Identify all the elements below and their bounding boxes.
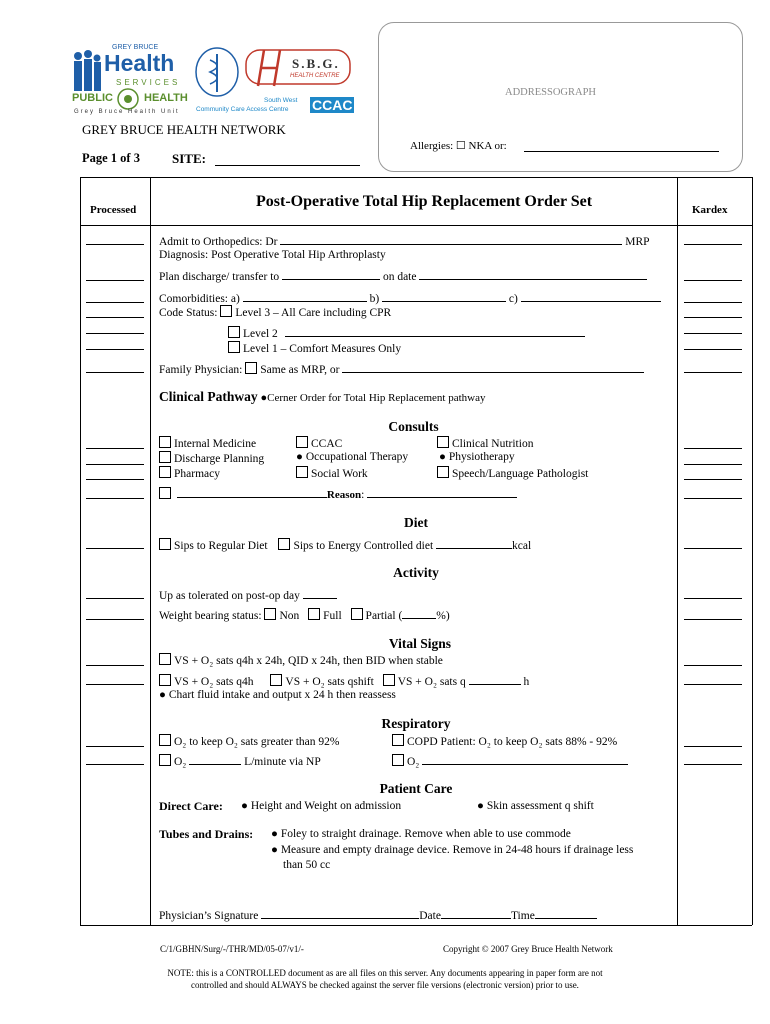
diet-heading: Diet [404, 515, 428, 530]
vs-q-label: VS + O₂ sats q [397, 676, 466, 688]
direct-care-label: Direct Care: [159, 799, 223, 813]
sips-energy-checkbox[interactable] [278, 538, 290, 550]
kardex-blank[interactable] [684, 349, 742, 350]
time-label: Time [510, 910, 535, 922]
activity-heading: Activity [393, 565, 439, 580]
kardex-blank[interactable] [684, 317, 742, 318]
physiotherapy-label: ● Physiotherapy [439, 451, 515, 463]
tubes-drains-colon: : [249, 829, 254, 841]
date-field[interactable] [441, 907, 511, 919]
full-checkbox[interactable] [308, 608, 320, 620]
ccac-logo [196, 97, 356, 117]
public-health-right-text: HEALTH [144, 92, 188, 104]
addressograph-label: ADDRESSOGRAPH [505, 87, 597, 98]
level1-label: Level 1 – Comfort Measures Only [243, 343, 402, 355]
consult-speech [437, 466, 588, 480]
o2-keep-row [159, 734, 339, 748]
vs-q4h-long-row [159, 653, 443, 667]
copd-label: COPD Patient: O₂ to keep O₂ sats 88% - 92% [407, 736, 618, 748]
reason-colon: : [361, 489, 365, 501]
diet-row [159, 537, 531, 552]
o2-keep-checkbox[interactable] [159, 734, 171, 746]
o2-keep-label: O₂ to keep O₂ sats greater than 92% [174, 736, 340, 748]
processed-blank[interactable] [86, 372, 144, 373]
kardex-blank[interactable] [684, 479, 742, 480]
sbg-health-centre-logo [244, 48, 356, 88]
date-label: Date [419, 910, 441, 922]
vs-q4h-checkbox[interactable] [159, 674, 171, 686]
public-health-left-text: PUBLIC [72, 92, 113, 104]
copd-checkbox[interactable] [392, 734, 404, 746]
respiratory-heading: Respiratory [381, 716, 451, 731]
kardex-column-divider [677, 177, 678, 925]
family-physician-label: Family Physician: [159, 364, 243, 376]
percent-label: %) [436, 610, 450, 622]
o2-other-checkbox[interactable] [392, 754, 404, 766]
processed-header: Processed [90, 204, 137, 216]
caduceus-seal-icon [194, 46, 240, 98]
processed-blank[interactable] [86, 619, 144, 620]
sips-regular-checkbox[interactable] [159, 538, 171, 550]
processed-blank[interactable] [86, 764, 144, 765]
reason-field[interactable] [367, 486, 517, 498]
public-health-logo [72, 88, 192, 120]
consult-internal-medicine [159, 436, 256, 450]
consult-ccac [296, 436, 342, 450]
social-work-label: Social Work [311, 468, 368, 480]
o2-lmin-o2-label: O₂ [174, 756, 187, 768]
discharge-date-field[interactable] [419, 268, 647, 280]
kardex-blank[interactable] [684, 448, 742, 449]
consult-other-row [159, 486, 517, 501]
table-right-border [752, 177, 753, 925]
level3-checkbox[interactable] [220, 305, 232, 317]
table-top-border [80, 177, 752, 178]
vs-q4h-label: VS + O₂ sats q4h [174, 676, 254, 688]
speech-checkbox[interactable] [437, 466, 449, 478]
vs-options-row [159, 673, 529, 688]
kcal-field[interactable] [436, 537, 512, 549]
family-physician-row [159, 361, 644, 376]
sbg-name-text: S.B.G. [292, 56, 340, 71]
kardex-blank[interactable] [684, 665, 742, 666]
plan-discharge-label: Plan discharge/ transfer to [159, 271, 280, 283]
table-header-border [80, 225, 752, 226]
ccac-label: CCAC [311, 438, 343, 450]
processed-blank[interactable] [86, 548, 144, 549]
allergies-field[interactable] [524, 151, 719, 152]
partial-checkbox[interactable] [351, 608, 363, 620]
copyright-text: Copyright © 2007 Grey Bruce Health Network [443, 944, 613, 954]
level2-row [228, 325, 585, 340]
vs-q-hours-field[interactable] [469, 673, 521, 685]
vs-qshift-label: VS + O₂ sats qshift [285, 676, 374, 688]
consults-heading: Consults [388, 419, 439, 434]
consult-discharge-planning [159, 451, 264, 465]
controlled-note-line2: controlled and should ALWAYS be checked against the server file versions (electronic version) prior to use. [191, 980, 579, 990]
mrp-label: MRP [625, 236, 650, 248]
controlled-note-line1: NOTE: this is a CONTROLLED document as are all files on this server. Any documents appearing in paper form are not [167, 968, 603, 978]
sbg-sub-text: HEALTH CENTRE [290, 73, 340, 79]
post-op-day-field[interactable] [303, 587, 337, 599]
foley-text: ● Foley to straight drainage. Remove when able to use commode [271, 828, 571, 840]
hanover-hospital-seal-logo [194, 46, 240, 98]
kardex-blank[interactable] [684, 746, 742, 747]
table-left-border [80, 177, 81, 925]
discharge-destination-field[interactable] [282, 268, 380, 280]
processed-blank[interactable] [86, 244, 144, 245]
physician-signature-label: Physician’s Signature [159, 910, 259, 922]
level3-label: Level 3 – All Care including CPR [235, 307, 392, 319]
o2-lmin-field[interactable] [189, 753, 241, 765]
occupational-therapy-label: ● Occupational Therapy [296, 451, 409, 463]
comorbidities-c-label: c) [508, 293, 518, 305]
partial-percent-field[interactable] [402, 607, 436, 619]
kardex-blank[interactable] [684, 498, 742, 499]
public-health-emblem-icon [117, 88, 139, 110]
level1-row [228, 341, 401, 355]
vs-qshift-checkbox[interactable] [270, 674, 282, 686]
comorbidity-c-field[interactable] [521, 290, 661, 302]
level1-checkbox[interactable] [228, 341, 240, 353]
kardex-blank[interactable] [684, 684, 742, 685]
ccac-text: CCAC [312, 97, 353, 113]
reason-label: Reason [326, 489, 362, 501]
skin-assessment-text: ● Skin assessment q shift [477, 800, 594, 812]
allergies-label: Allergies: ☐ NKA or: [410, 140, 507, 152]
vs-q4h-long-label: VS + O₂ sats q4h x 24h, QID x 24h, then BID when stable [174, 655, 443, 667]
non-checkbox[interactable] [264, 608, 276, 620]
kardex-blank[interactable] [684, 619, 742, 620]
measure-drainage-text-cont: than 50 cc [283, 859, 331, 871]
up-as-tolerated-label: Up as tolerated on post-op day [159, 590, 300, 602]
plan-discharge-row [159, 268, 647, 283]
o2-lmin-label: L/minute via NP [244, 756, 321, 768]
kardex-blank[interactable] [684, 244, 742, 245]
processed-blank[interactable] [86, 479, 144, 480]
gbh-services-text: SERVICES [116, 78, 181, 87]
consult-social-work [296, 466, 368, 480]
processed-blank[interactable] [86, 349, 144, 350]
kcal-label: kcal [512, 540, 532, 552]
partial-label: Partial ( [365, 610, 403, 622]
weight-bearing-label: Weight bearing status: [159, 610, 262, 622]
document-code: C/1/GBHN/Surg/-/THR/MD/05-07/v1/- [160, 944, 304, 954]
copd-row [392, 734, 617, 748]
sips-regular-label: Sips to Regular Diet [174, 540, 268, 552]
same-as-mrp-checkbox[interactable] [245, 362, 257, 374]
gbh-top-text: GREY BRUCE [112, 44, 159, 51]
site-label: SITE: [172, 151, 206, 166]
level2-label: Level 2 [243, 328, 278, 340]
physician-signature-field[interactable] [261, 907, 419, 919]
public-health-sub-text: Grey Bruce Health Unit [74, 109, 180, 115]
consult-clinical-nutrition [437, 436, 533, 450]
kardex-blank[interactable] [684, 764, 742, 765]
processed-blank[interactable] [86, 665, 144, 666]
order-set-title: Post-Operative Total Hip Replacement Order Set [256, 193, 593, 210]
vs-q4h-long-checkbox[interactable] [159, 653, 171, 665]
tubes-drains-row [159, 827, 253, 842]
code-status-label: Code Status: [159, 307, 218, 319]
processed-blank[interactable] [86, 280, 144, 281]
internal-medicine-label: Internal Medicine [174, 438, 257, 450]
o2-lmin-checkbox[interactable] [159, 754, 171, 766]
clinical-nutrition-label: Clinical Nutrition [452, 438, 534, 450]
discharge-planning-label: Discharge Planning [174, 453, 265, 465]
discharge-planning-checkbox[interactable] [159, 451, 171, 463]
patient-care-heading: Patient Care [379, 781, 453, 796]
comorbidity-b-field[interactable] [382, 290, 506, 302]
comorbidities-b-label: b) [369, 293, 380, 305]
clinical-pathway-row [159, 389, 486, 405]
sips-energy-label: Sips to Energy Controlled diet [293, 540, 434, 552]
processed-blank[interactable] [86, 598, 144, 599]
ccac-checkbox[interactable] [296, 436, 308, 448]
other-consult-checkbox[interactable] [159, 487, 171, 499]
admit-row [159, 233, 650, 248]
consult-pharmacy [159, 466, 220, 480]
level2-checkbox[interactable] [228, 326, 240, 338]
processed-blank[interactable] [86, 684, 144, 685]
internal-medicine-checkbox[interactable] [159, 436, 171, 448]
grey-bruce-health-services-logo [72, 44, 188, 94]
signature-row [159, 907, 597, 922]
ccac-long-text: Community Care Access Centre [196, 106, 289, 113]
site-field[interactable] [215, 165, 360, 166]
code-status-row [159, 305, 391, 319]
processed-blank[interactable] [86, 302, 144, 303]
comorbidities-row [159, 290, 661, 305]
vital-signs-heading: Vital Signs [388, 636, 452, 651]
processed-blank[interactable] [86, 333, 144, 334]
processed-blank[interactable] [86, 498, 144, 499]
kardex-blank[interactable] [684, 464, 742, 465]
measure-drainage-text: ● Measure and empty drainage device. Remove in 24-48 hours if drainage less [271, 844, 634, 856]
processed-blank[interactable] [86, 448, 144, 449]
ccac-sw-text: South West [264, 97, 298, 104]
non-label: Non [279, 610, 300, 622]
vs-q-checkbox[interactable] [383, 674, 395, 686]
kardex-header: Kardex [692, 204, 728, 216]
kardex-blank[interactable] [684, 598, 742, 599]
o2-other-label: O₂ [407, 756, 420, 768]
level2-field[interactable] [285, 325, 585, 337]
page-number: Page 1 of 3 [82, 151, 140, 165]
clinical-nutrition-checkbox[interactable] [437, 436, 449, 448]
diagnosis-text: Diagnosis: Post Operative Total Hip Arthroplasty [159, 249, 386, 261]
family-physician-field[interactable] [342, 361, 644, 373]
kardex-blank[interactable] [684, 372, 742, 373]
clinical-pathway-text: ●Cerner Order for Total Hip Replacement pathway [260, 392, 486, 404]
table-bottom-border [80, 925, 752, 926]
network-title: GREY BRUCE HEALTH NETWORK [82, 122, 286, 137]
on-date-label: on date [382, 271, 417, 283]
o2-other-field[interactable] [422, 753, 628, 765]
same-as-mrp-label: Same as MRP, or [260, 364, 340, 376]
comorbidities-a-label: Comorbidities: a) [159, 293, 240, 305]
kardex-blank[interactable] [684, 302, 742, 303]
clinical-pathway-label: Clinical Pathway [159, 389, 258, 404]
full-label: Full [323, 610, 342, 622]
pharmacy-checkbox[interactable] [159, 466, 171, 478]
comorbidity-a-field[interactable] [243, 290, 367, 302]
admit-label: Admit to Orthopedics: Dr [159, 236, 278, 248]
tubes-drains-label: Tubes and Drains [159, 827, 250, 841]
vs-h-label: h [523, 676, 530, 688]
processed-column-divider [150, 177, 151, 925]
kardex-blank[interactable] [684, 333, 742, 334]
time-field[interactable] [535, 907, 597, 919]
kardex-blank[interactable] [684, 548, 742, 549]
up-as-tolerated-row [159, 587, 337, 602]
o2-other-row [392, 753, 628, 768]
weight-bearing-row [159, 607, 450, 622]
processed-blank[interactable] [86, 464, 144, 465]
processed-blank[interactable] [86, 317, 144, 318]
social-work-checkbox[interactable] [296, 466, 308, 478]
other-consult-field[interactable] [177, 486, 327, 498]
kardex-blank[interactable] [684, 280, 742, 281]
admit-doctor-field[interactable] [280, 233, 622, 245]
speech-label: Speech/Language Pathologist [452, 468, 589, 480]
processed-blank[interactable] [86, 746, 144, 747]
pharmacy-label: Pharmacy [174, 468, 220, 480]
height-weight-text: ● Height and Weight on admission [241, 800, 402, 812]
o2-lmin-row [159, 753, 321, 768]
fluid-intake-text: ● Chart fluid intake and output x 24 h then reassess [159, 689, 396, 701]
gbh-health-text: Health [104, 50, 175, 76]
